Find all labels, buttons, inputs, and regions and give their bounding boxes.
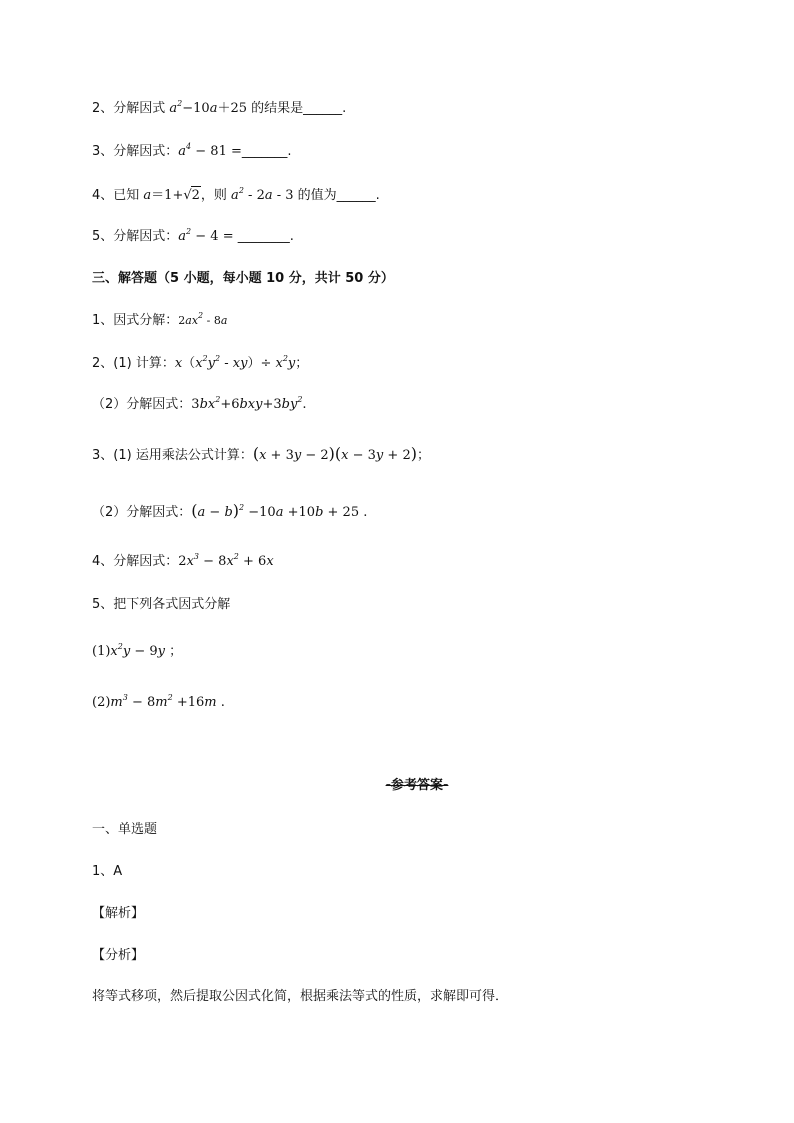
problem-3b-label: （2）分解因式： bbox=[92, 505, 192, 520]
question-3-suffix: _______. bbox=[241, 144, 292, 159]
problem-3a-label: 3、(1) 运用乘法公式计算： bbox=[92, 448, 253, 463]
problem-5a-label: (1) bbox=[92, 644, 111, 659]
section-3-problem-1 bbox=[92, 312, 227, 330]
question-2-expression: $a^2-10a+25$ bbox=[169, 99, 248, 116]
section-3-problem-2a bbox=[92, 355, 308, 373]
question-3-expression: $a^4 - 81$ = bbox=[178, 142, 242, 159]
question-4-prefix: 4、已知 bbox=[92, 188, 144, 203]
question-4-suffix: 的值为______. bbox=[293, 188, 380, 203]
question-4 bbox=[92, 186, 380, 205]
question-2 bbox=[92, 100, 346, 118]
question-5-suffix: ________. bbox=[237, 229, 294, 244]
section-3-problem-2b bbox=[92, 396, 307, 414]
question-2-prefix: 2、分解因式 bbox=[92, 101, 170, 116]
answer-1: 1、A bbox=[92, 864, 123, 879]
question-4-mid: ，则 bbox=[200, 188, 232, 203]
problem-3a-expression: (x + 3y − 2)(x − 3y + 2)； bbox=[252, 444, 430, 463]
section-3-problem-4 bbox=[92, 553, 274, 571]
answers-section-1: 一、单选题 bbox=[92, 822, 158, 837]
question-3 bbox=[92, 143, 292, 161]
question-3-prefix: 3、分解因式： bbox=[92, 144, 179, 159]
question-2-suffix: 的结果是______. bbox=[247, 101, 347, 116]
question-5 bbox=[92, 228, 294, 246]
section-3-problem-5: 5、把下列各式因式分解 bbox=[92, 597, 231, 612]
problem-2a-label: 2、(1) 计算： bbox=[92, 356, 175, 371]
problem-2a-expression: $x(x^2y^2 - xy)\div x^2y$； bbox=[174, 354, 309, 371]
answers-title-text: -参考答案- bbox=[385, 778, 449, 793]
problem-5a-expression: $x^2y - 9y$ ； bbox=[110, 642, 183, 659]
answer-1-fenxi: 【分析】 bbox=[92, 948, 145, 963]
question-5-expression: $a^2 - 4$ = bbox=[178, 227, 238, 244]
question-5-prefix: 5、分解因式： bbox=[92, 229, 179, 244]
problem-5b-expression: $m^3 - 8m^2 +16m$ . bbox=[110, 693, 225, 710]
problem-5b-label: (2) bbox=[92, 695, 111, 710]
problem-4-expression: $2x^3 - 8x^2 + 6x$ bbox=[178, 552, 274, 569]
problem-2b-label: （2）分解因式： bbox=[92, 397, 192, 412]
section-3-problem-3b bbox=[92, 502, 367, 522]
section-3-problem-5b bbox=[92, 694, 225, 712]
question-4-condition: a＝1+√2 bbox=[143, 188, 200, 203]
section-3-problem-5a bbox=[92, 643, 182, 661]
problem-1-label: 1、因式分解： bbox=[92, 313, 179, 328]
section-3-problem-3a bbox=[92, 445, 430, 465]
answer-1-jiexi: 【解析】 bbox=[92, 906, 145, 921]
problem-2b-expression: $3bx^2+6bxy+3by^2$. bbox=[191, 395, 307, 412]
answer-1-analysis: 将等式移项，然后提取公因式化简，根据乘法等式的性质，求解即可得． bbox=[92, 989, 509, 1004]
problem-4-label: 4、分解因式： bbox=[92, 554, 179, 569]
problem-1-expression: $2ax^2 - 8a$ bbox=[178, 311, 228, 327]
problem-3b-expression: $(a - b)^2 -10a +10b + 25$ . bbox=[191, 501, 368, 520]
question-4-expression: $a^2 - 2a - 3$ bbox=[231, 186, 294, 203]
section-3-heading: 三、解答题（5 小题，每小题 10 分，共计 50 分） bbox=[92, 271, 394, 286]
answers-title bbox=[0, 777, 794, 795]
